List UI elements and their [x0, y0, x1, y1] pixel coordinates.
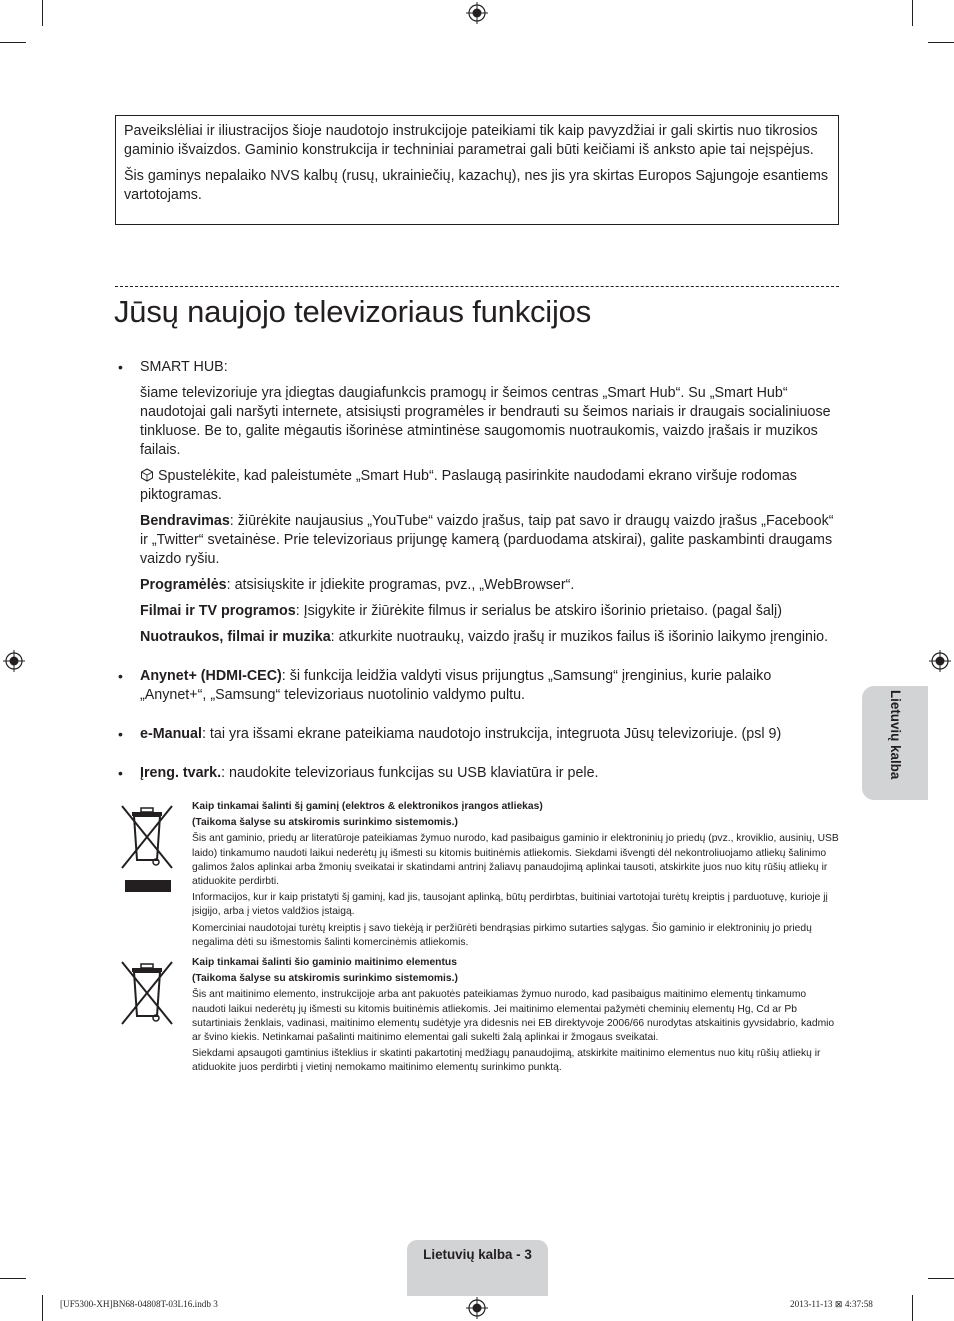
list-item — [118, 764, 838, 783]
crossed-out-wheelie-bin-icon — [120, 802, 174, 894]
features-list — [118, 358, 838, 783]
list-item — [118, 667, 838, 705]
weee-product-note — [120, 800, 840, 950]
list-item — [118, 358, 838, 647]
feature-text: : atkurkite nuotraukų, vaizdo įrašų ir muzikos failus iš išorinio laikymo įrenginio. — [330, 629, 829, 645]
feature-term: Bendravimas — [140, 513, 230, 529]
registration-mark-icon — [929, 650, 951, 672]
language-side-tab-label: Lietuvių kalba — [888, 690, 903, 780]
feature-row — [140, 512, 838, 569]
feature-colon: : — [223, 359, 228, 375]
language-side-tab — [862, 686, 928, 800]
weee-subtitle: (Taikoma šalyse su atskiromis surinkimo sistemomis.) — [192, 973, 458, 985]
feature-text: : tai yra išsami ekrane pateikiama naudotojo instrukcija, integruota Jūsų televizoriuje. (psl 9) — [201, 726, 782, 742]
feature-text: : žiūrėkite naujausius „YouTube“ vaizdo įrašus, taip pat savo ir draugų vaizdo įrašus „Facebook“ ir „Twitter“ svetainėse. Prie televizoriaus prijungę kamerą (parduodama atskirai), galite paskambinti draugams vaizdo ryšiu. — [140, 513, 834, 567]
weee-paragraph: Siekdami apsaugoti gamtinius išteklius ir skatinti pakartotinį medžiagų panaudojimą, atskirkite maitinimo elementus nuo kitų rūšių atliekų ir atiduokite juos perdirbti į vietinį nemokamo maitinimo elementų surinkimo punktą. — [192, 1048, 821, 1074]
feature-term: Filmai ir TV programos — [140, 603, 296, 619]
section-divider — [115, 286, 839, 287]
feature-term: Programėlės — [140, 577, 227, 593]
feature-term: Įreng. tvark. — [140, 765, 222, 781]
registration-mark-icon — [3, 650, 25, 672]
crop-mark — [928, 1278, 954, 1279]
disposal-notes — [120, 800, 840, 1078]
feature-text: : atsisiųskite ir įdiekite programas, pvz., „WebBrowser“. — [226, 577, 575, 593]
notice-paragraph: Šis gaminys nepalaiko NVS kalbų (rusų, ukrainiečių, kazachų), nes jis yra skirtas Europos Sąjungoje esantiems vartotojams. — [124, 168, 829, 203]
list-item — [118, 725, 838, 744]
feature-row — [140, 602, 838, 621]
registration-mark-icon — [466, 1297, 488, 1319]
smart-hub-heading — [140, 358, 838, 377]
registration-mark-icon — [466, 2, 488, 24]
smart-hub-launch — [140, 467, 838, 505]
weee-subtitle: (Taikoma šalyse su atskiromis surinkimo sistemomis.) — [192, 817, 458, 829]
crop-mark — [912, 0, 913, 26]
feature-term: e-Manual — [140, 726, 202, 742]
feature-text: : ši funkcija leidžia valdyti visus prijungtus „Samsung“ įrenginius, kurie palaiko „Anynet+“, „Samsung“ televizoriaus nuotolinio valdymo pultu. — [140, 668, 772, 703]
feature-text: : Įsigykite ir žiūrėkite filmus ir serialus be atskiro išorinio prietaiso. (pagal šalį) — [295, 603, 782, 619]
feature-term: SMART HUB — [140, 359, 224, 375]
crop-mark — [0, 42, 26, 43]
crop-mark — [0, 1278, 26, 1279]
feature-row — [140, 628, 838, 647]
weee-title: Kaip tinkamai šalinti šį gaminį (elektros & elektronikos įrangos atliekas) — [192, 801, 543, 812]
crop-mark — [42, 0, 43, 26]
smart-hub-launch-text: Spustelėkite, kad paleistumėte „Smart Hub“. Paslaugą pasirinkite naudodami ekrano viršuje rodomas piktogramas. — [140, 468, 797, 503]
feature-text: : naudokite televizoriaus funkcijas su USB klaviatūra ir pele. — [221, 765, 599, 781]
notice-paragraph: Paveikslėliai ir iliustracijos šioje naudotojo instrukcijoje pateikiami tik kaip pavyzdžiai ir gali skirtis nuo tikrosios gaminio išvaizdos. Gaminio konstrukcija ir techniniai parametrai gali būti keičiami iš anksto apie tai neįspėjus. — [124, 123, 818, 158]
crop-mark — [928, 42, 954, 43]
print-slug-left: [UF5300-XH]BN68-04808T-03L16.indb 3 — [60, 1299, 218, 1309]
crop-mark — [912, 1295, 913, 1321]
weee-paragraph: Komerciniai naudotojai turėtų kreiptis į savo tiekėją ir peržiūrėti bendrąsias pirkimo sutarties sąlygas. Šio gaminio ir elektroninių jo priedų negalima dėti su išmestomis šalinti komercinėmis atliekomis. — [192, 922, 812, 948]
weee-paragraph: Šis ant maitinimo elemento, instrukcijoje arba ant pakuotės pateikiamas žymuo nurodo, kad pasibaigus maitinimo elementų tinkamumo naudoti laikui nederėtų jų išmesti su kitomis buitinėmis atliekomis. Jei maitinimo elementai pažymėti cheminių elementų Hg, Cd ar Pb sutartiniais ženklais, vadinasi, maitinimo elementų sudėtyje yra didesnis nei EB direktyvoje 2006/66 nurodytas atskaitinis gyvsidabrio, kadmio ar švino kiekis. Netinkamai pašalinti maitinimo elementai gali sukelti žalą aplinkai ir žmogaus sveikatai. — [192, 989, 835, 1044]
feature-term: Anynet+ (HDMI-CEC) — [140, 668, 282, 684]
page-number-label: Lietuvių kalba - 3 — [423, 1247, 532, 1262]
notice-box — [115, 115, 839, 225]
page-footer-tab — [407, 1240, 548, 1296]
crossed-out-wheelie-bin-icon — [120, 958, 174, 1028]
crop-mark — [42, 1295, 43, 1321]
smart-hub-intro: šiame televizoriuje yra įdiegtas daugiafunkcis pramogų ir šeimos centras „Smart Hub“. Su „Smart Hub“ naudotojai gali naršyti internete, atsisiųsti programėles ir bendrauti su šeimos nariais ir draugais socialiniuose tinkluose. Be to, galite mėgautis išorinėse atmintinėse saugomomis nuotraukomis, vaizdo įrašais ir muzikos failais. — [140, 385, 831, 458]
weee-paragraph: Šis ant gaminio, priedų ar literatūroje pateikiamas žymuo nurodo, kad pasibaigus gaminio ir elektroninių jo priedų (pvz., kroviklio, ausinių, USB laido) tinkamumo naudoti laikui nederėtų jų išmesti su kitomis buitinėmis atliekomis. Siekdami išvengti dėl nekontroliuojamo atliekų šalinimo galimos žalos aplinkai arba žmonių sveikatai ir skatindami antrinį žaliavų panaudojimą aplinkai tausoti, atskirkite juos nuo kitų rūšių atliekų ir atiduokite perdirbti. — [192, 833, 839, 888]
page-title: Jūsų naujojo televizoriaus funkcijos — [114, 294, 592, 329]
weee-title: Kaip tinkamai šalinti šio gaminio maitinimo elementus — [192, 957, 457, 969]
print-slug-right: 2013-11-13 ⊠ 4:37:58 — [790, 1299, 873, 1309]
feature-row — [140, 576, 838, 595]
feature-term: Nuotraukos, filmai ir muzika — [140, 629, 331, 645]
weee-battery-note — [120, 956, 840, 1076]
weee-paragraph: Informacijos, kur ir kaip pristatyti šį gaminį, kad jis, tausojant aplinką, būtų perdirbtas, buitiniai vartotojai turėtų kreiptis į parduotuvę, kurioje jį įsigijo, arba į vietos valdžios įstaigą. — [192, 892, 828, 918]
smart-hub-cube-icon — [140, 468, 154, 482]
